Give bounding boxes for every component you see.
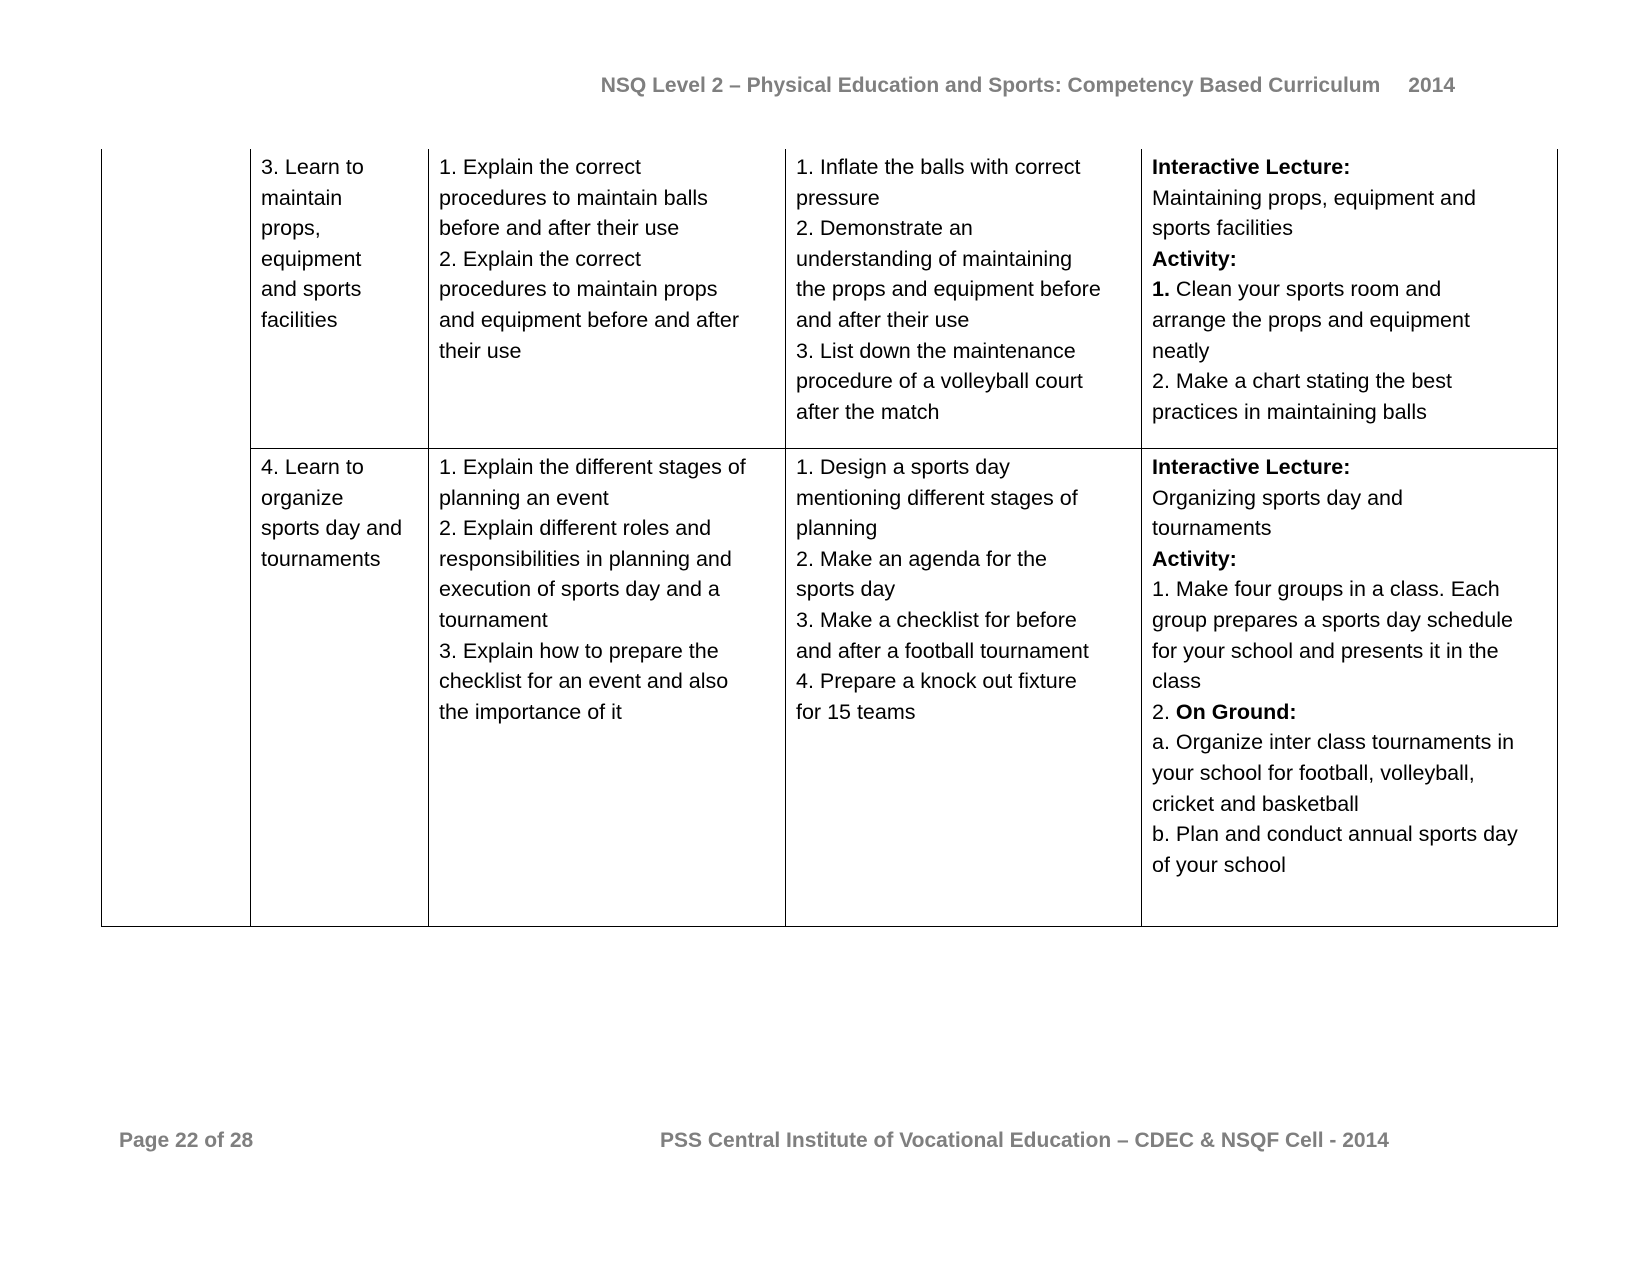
item-number: 1. <box>1152 277 1170 302</box>
table-border-right <box>1557 149 1558 927</box>
text-line: after the match <box>796 399 940 424</box>
text-line: 2. Explain the correct <box>439 246 641 271</box>
row2-knowledge-cell <box>429 449 785 727</box>
curriculum-table <box>101 149 1558 927</box>
text-line: checklist for an event and also <box>439 669 729 694</box>
text-line: class <box>1152 669 1201 694</box>
text-line: Maintaining props, equipment and <box>1152 185 1476 210</box>
text-line: organize <box>261 485 344 510</box>
text-line: tournaments <box>261 546 381 571</box>
text-line: execution of sports day and a <box>439 577 720 602</box>
text-line: sports facilities <box>1152 216 1293 241</box>
lecture-heading <box>1152 152 1557 183</box>
text-line: 2. Explain different roles and <box>439 516 712 541</box>
text-line: for your school and presents it in the <box>1152 638 1499 663</box>
activity-label: Activity: <box>1152 546 1237 571</box>
text-line: 2. Demonstrate an <box>796 216 973 241</box>
text-line: 1. Explain the different stages of <box>439 455 746 479</box>
text-line: practices in maintaining balls <box>1152 399 1427 424</box>
item-text: Clean your sports room and <box>1169 277 1442 302</box>
text-line: their use <box>439 338 522 363</box>
text-line: sports day and <box>261 516 403 541</box>
text-line: 3. List down the maintenance <box>796 338 1076 363</box>
text-line: procedures to maintain props <box>439 277 718 302</box>
text-line: planning <box>796 516 878 541</box>
footer-organization: PSS Central Institute of Vocational Education – CDEC & NSQF Cell - 2014 <box>660 1129 1389 1152</box>
text-line: 1. Design a sports day <box>796 455 1010 479</box>
text-line: 2. Make an agenda for the <box>796 546 1048 571</box>
item-prefix: 2. <box>1152 699 1176 724</box>
activity-heading <box>1152 244 1557 275</box>
table-border-left <box>101 149 102 927</box>
text-line: equipment <box>261 246 362 271</box>
text-line: a. Organize inter class tournaments in <box>1152 730 1515 755</box>
lecture-label: Interactive Lecture: <box>1152 455 1351 479</box>
text-line: and sports <box>261 277 362 302</box>
text-line: 3. Learn to <box>261 155 364 179</box>
page-header <box>601 74 1455 98</box>
text-line: tournament <box>439 607 548 632</box>
text-line: and after a football tournament <box>796 638 1089 663</box>
header-year: 2014 <box>1408 74 1455 97</box>
text-line: 1. Inflate the balls with correct <box>796 155 1081 179</box>
activity-heading <box>1152 544 1557 575</box>
text-line: props, <box>261 216 321 241</box>
text-line: and equipment before and after <box>439 307 740 332</box>
text-line: procedures to maintain balls <box>439 185 708 210</box>
text-line: facilities <box>261 307 338 332</box>
text-line: Organizing sports day and <box>1152 485 1403 510</box>
row1-skills-cell <box>786 149 1141 427</box>
text-line: b. Plan and conduct annual sports day <box>1152 822 1518 847</box>
text-line <box>1152 697 1557 728</box>
row1-activity-cell <box>1142 149 1557 427</box>
table-border-bottom <box>101 926 1558 927</box>
text-line: tournaments <box>1152 516 1272 541</box>
text-line <box>1152 274 1557 305</box>
text-line: group prepares a sports day schedule <box>1152 607 1513 632</box>
text-line: of your school <box>1152 852 1286 877</box>
text-line: the importance of it <box>439 699 622 724</box>
lecture-heading <box>1152 452 1557 483</box>
text-line: maintain <box>261 185 343 210</box>
text-line: 4. Learn to <box>261 455 364 479</box>
row1-unit-cell <box>251 149 428 336</box>
on-ground-label: On Ground: <box>1175 699 1297 724</box>
text-line: your school for football, volleyball, <box>1152 760 1475 785</box>
text-line: sports day <box>796 577 896 602</box>
text-line: the props and equipment before <box>796 277 1101 302</box>
text-line: 3. Explain how to prepare the <box>439 638 719 663</box>
text-line: for 15 teams <box>796 699 916 724</box>
activity-label: Activity: <box>1152 246 1237 271</box>
row2-activity-cell <box>1142 449 1557 880</box>
text-line: 2. Make a chart stating the best <box>1152 369 1452 394</box>
row1-knowledge-cell <box>429 149 785 366</box>
text-line: neatly <box>1152 338 1210 363</box>
text-line: cricket and basketball <box>1152 791 1359 816</box>
text-line: before and after their use <box>439 216 680 241</box>
text-line: and after their use <box>796 307 970 332</box>
text-line: 3. Make a checklist for before <box>796 607 1077 632</box>
text-line: responsibilities in planning and <box>439 546 732 571</box>
text-line: procedure of a volleyball court <box>796 369 1083 394</box>
text-line: understanding of maintaining <box>796 246 1073 271</box>
text-line: mentioning different stages of <box>796 485 1078 510</box>
text-line: planning an event <box>439 485 609 510</box>
text-line: 1. Make four groups in a class. Each <box>1152 577 1500 602</box>
page-number: Page 22 of 28 <box>119 1129 254 1152</box>
text-line: 1. Explain the correct <box>439 155 641 179</box>
row2-skills-cell <box>786 449 1141 727</box>
text-line: 4. Prepare a knock out fixture <box>796 669 1077 694</box>
text-line: pressure <box>796 185 880 210</box>
text-line: arrange the props and equipment <box>1152 307 1470 332</box>
row2-unit-cell <box>251 449 428 574</box>
header-title: NSQ Level 2 – Physical Education and Sports: Competency Based Curriculum <box>600 74 1381 97</box>
lecture-label: Interactive Lecture: <box>1152 155 1351 179</box>
